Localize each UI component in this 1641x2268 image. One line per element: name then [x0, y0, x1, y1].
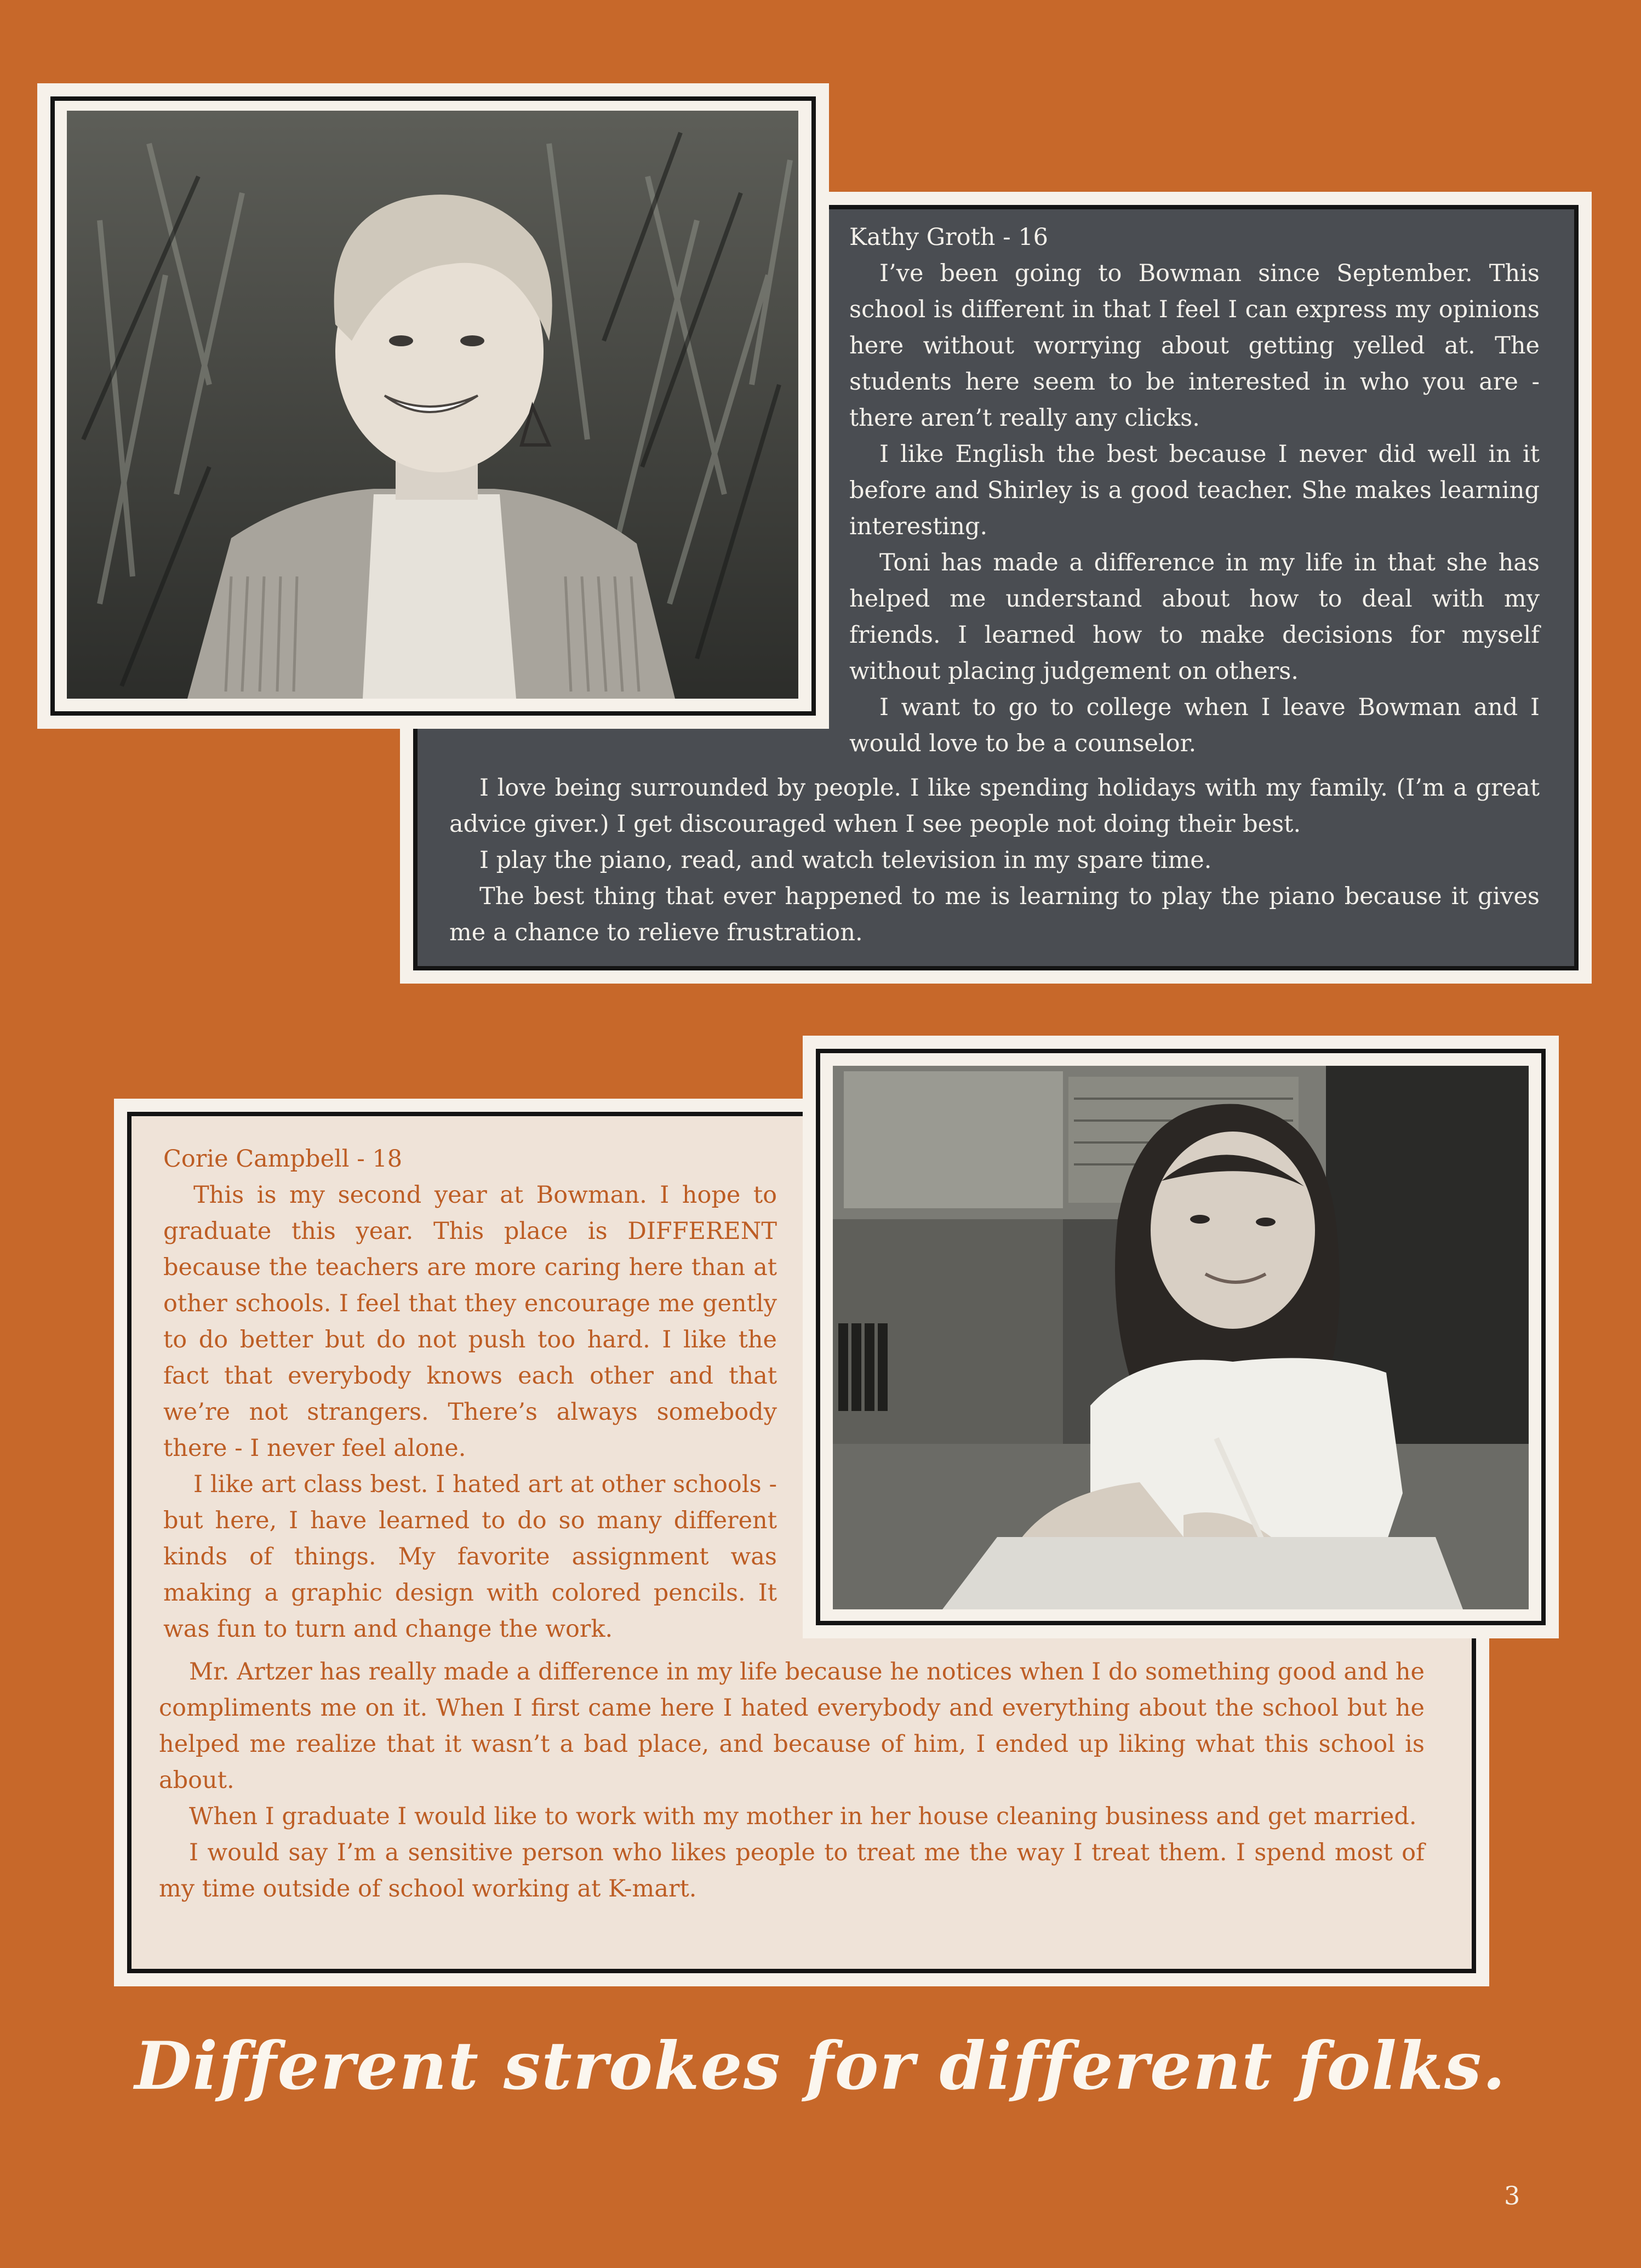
corie-paragraph-4: When I graduate I would like to work with my mother in her house cleaning business and get married. [189, 1803, 1417, 1830]
kathy-name: Kathy Groth - 16 [849, 224, 1049, 251]
corie-name: Corie Campbell - 18 [163, 1145, 403, 1173]
kathy-photo [67, 111, 798, 699]
kathy-paragraph-3: Toni has made a difference in my life in that she has helped me understand about how to deal with my friends. I learned how to make decisions for myself without placing judgement on others. [849, 549, 1540, 685]
corie-paragraph-3: Mr. Artzer has really made a difference in my life because he notices when I do something good and he compliments me on it. When I first came here I hated everybody and everything about the school but he helped me realize that it wasn’t a bad place, and because of him, I ended up liking what this school is about. [159, 1658, 1425, 1794]
corie-text-upper [163, 1141, 777, 1647]
kathy-paragraph-2: I like English the best because I never did well in it before and Shirley is a good teacher. She makes learning interesting. [849, 441, 1540, 540]
kathy-paragraph-7: The best thing that ever happened to me is learning to play the piano because it gives me a chance to relieve frustration. [449, 883, 1540, 946]
kathy-paragraph-6: I play the piano, read, and watch television in my spare time. [479, 847, 1212, 874]
page-number: 3 [1504, 2181, 1520, 2210]
corie-text-lower [159, 1654, 1425, 1907]
kathy-paragraph-4: I want to go to college when I leave Bowman and I would love to be a counselor. [849, 694, 1540, 757]
kathy-text-upper [849, 219, 1540, 762]
corie-paragraph-5: I would say I’m a sensitive person who likes people to treat me the way I treat them. I spend most of my time outside of school working at K-mart. [159, 1839, 1425, 1903]
portrait-photo-corie-icon [833, 1066, 1529, 1609]
kathy-paragraph-5: I love being surrounded by people. I like spending holidays with my family. (I’m a great advice giver.) I get discouraged when I see people not doing their best. [449, 774, 1540, 838]
portrait-photo-kathy-icon [67, 111, 798, 699]
corie-photo [833, 1066, 1529, 1609]
page-caption: Different strokes for different folks. [134, 2027, 1507, 2105]
kathy-paragraph-1: I’ve been going to Bowman since September. This school is different in that I feel I can express my opinions here without worrying about getting yelled at. The students here seem to be interested in who you are - there aren’t really any clicks. [849, 260, 1540, 432]
kathy-text-lower [449, 770, 1540, 951]
corie-paragraph-1: This is my second year at Bowman. I hope to graduate this year. This place is DIFFERENT because the teachers are more caring here than at other schools. I feel that they encourage me gently to do better but do not push too hard. I like the fact that everybody knows each other and that we’re not strangers. There’s always somebody there - I never feel alone. [163, 1181, 777, 1462]
corie-paragraph-2: I like art class best. I hated art at other schools - but here, I have learned to do so many different kinds of things. My favorite assignment was making a graphic design with colored pencils. It was fun to turn and change the work. [163, 1471, 777, 1643]
